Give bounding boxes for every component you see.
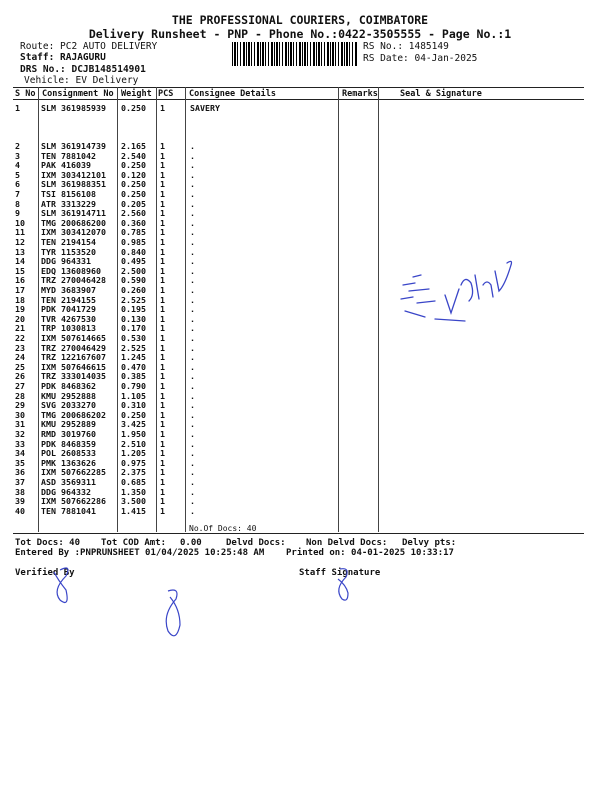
staff-signature xyxy=(326,565,362,605)
row-consignee: . xyxy=(190,342,195,353)
row-weight: 0.685 xyxy=(121,477,146,487)
row-sno: 34 xyxy=(15,448,25,459)
col-header-pcs: PCS xyxy=(158,89,174,99)
row-pcs: 1 xyxy=(160,477,165,487)
row-consignee: . xyxy=(190,467,195,478)
company-title: THE PROFESSIONAL COURIERS, COIMBATORE xyxy=(171,13,429,27)
row-consignee: . xyxy=(190,256,195,267)
row-sno: 36 xyxy=(15,467,25,478)
row-consignee: . xyxy=(190,246,195,257)
row-sno: 39 xyxy=(15,496,25,507)
row-consignee: . xyxy=(190,304,195,315)
row-pcs: 1 xyxy=(160,313,165,324)
row-pcs: 1 xyxy=(160,352,165,363)
row-consignee: . xyxy=(190,294,195,305)
column-divider xyxy=(156,87,157,532)
row-sno: 24 xyxy=(15,352,25,363)
row-pcs: 1 xyxy=(160,246,165,257)
row-pcs: 1 xyxy=(160,409,165,420)
total-docs: Tot Docs: 40 xyxy=(15,538,81,548)
row-consignment-no: IXM 507614665 xyxy=(41,333,106,343)
row-weight: 1.415 xyxy=(121,505,146,516)
row-sno: 3 xyxy=(15,150,20,161)
row-weight: 0.840 xyxy=(121,246,146,257)
row-sno: 2 xyxy=(15,141,20,151)
row-weight: 0.205 xyxy=(121,198,146,209)
row-weight: 0.310 xyxy=(121,400,146,411)
total-cod-label: Tot COD Amt: xyxy=(101,538,167,548)
row-consignee: . xyxy=(190,448,195,459)
row-sno: 23 xyxy=(15,342,25,353)
row-weight: 2.500 xyxy=(121,265,146,276)
row-consignee: . xyxy=(190,179,195,190)
row-consignee: . xyxy=(190,227,195,238)
row-weight: 2.525 xyxy=(121,294,146,305)
row-sno: 5 xyxy=(15,169,20,180)
row-consignee: . xyxy=(190,352,195,363)
row-consignment-no: IXM 507662285 xyxy=(41,467,106,478)
row-consignment-no: ASD 3569311 xyxy=(41,477,96,487)
non-delivered-docs: Non Delvd Docs: xyxy=(306,538,388,548)
row-consignment-no: TVR 4267530 xyxy=(41,313,96,324)
row-sno: 29 xyxy=(15,400,25,411)
row-consignee: . xyxy=(190,275,195,286)
vehicle-label: Vehicle: EV Delivery xyxy=(24,75,139,86)
row-sno: 28 xyxy=(15,390,25,401)
row-consignment-no: TRZ 333014035 xyxy=(41,371,106,382)
row-pcs: 1 xyxy=(160,496,165,507)
row-consignment-no: TRZ 270046429 xyxy=(41,342,106,353)
row-weight: 2.560 xyxy=(121,208,146,219)
row-weight: 1.245 xyxy=(121,352,146,363)
row-weight: 0.975 xyxy=(121,457,146,468)
row-pcs: 1 xyxy=(160,390,165,401)
row-consignment-no: TEN 7881042 xyxy=(41,150,96,161)
row-sno: 32 xyxy=(15,429,25,439)
row-weight: 0.250 xyxy=(121,160,146,171)
row-weight: 0.130 xyxy=(121,313,146,324)
col-header-consignee: Consignee Details xyxy=(189,89,276,99)
delivery-stamp-signature xyxy=(395,255,525,335)
row-consignment-no: SLM 361914711 xyxy=(41,208,106,219)
row-consignee: . xyxy=(190,390,195,401)
row-consignee: . xyxy=(190,313,195,324)
row-consignment-no: PDK 8468359 xyxy=(41,438,96,449)
row-consignment-no: TMG 200686200 xyxy=(41,217,106,228)
row-weight: 0.120 xyxy=(121,169,146,180)
row-pcs: 1 xyxy=(160,169,165,180)
row-pcs: 1 xyxy=(160,448,165,459)
row-pcs: 1 xyxy=(160,323,165,334)
row-weight: 2.510 xyxy=(121,438,146,449)
row-weight: 0.250 xyxy=(121,189,146,199)
row-sno: 12 xyxy=(15,237,25,247)
row-consignee: . xyxy=(190,505,195,516)
row-sno: 27 xyxy=(15,381,25,391)
row-sno: 13 xyxy=(15,246,25,257)
row-consignment-no: MYD 3683907 xyxy=(41,285,96,295)
row-sno: 18 xyxy=(15,294,25,305)
row-pcs: 1 xyxy=(160,486,165,497)
row-pcs: 1 xyxy=(160,227,165,238)
row-consignee: . xyxy=(190,457,195,468)
row-sno: 20 xyxy=(15,313,25,324)
row-consignment-no: SLM 361988351 xyxy=(41,179,106,190)
row-pcs: 1 xyxy=(160,103,165,113)
row-sno: 17 xyxy=(15,285,25,295)
column-divider xyxy=(117,87,118,532)
row-consignee: . xyxy=(190,237,195,247)
row-weight: 2.525 xyxy=(121,342,146,353)
row-weight: 0.170 xyxy=(121,323,146,334)
rs-date: RS Date: 04-Jan-2025 xyxy=(363,53,478,64)
row-sno: 38 xyxy=(15,486,25,497)
table-header-divider xyxy=(13,99,584,100)
row-sno: 15 xyxy=(15,265,25,276)
column-divider xyxy=(378,87,379,532)
col-header-weight: Weight xyxy=(121,89,152,99)
row-sno: 25 xyxy=(15,361,25,372)
printed-on: Printed on: 04-01-2025 10:33:17 xyxy=(286,548,454,558)
row-pcs: 1 xyxy=(160,429,165,439)
row-consignee: . xyxy=(190,409,195,420)
total-cod-value: 0.00 xyxy=(180,538,202,548)
row-consignee: . xyxy=(190,208,195,219)
row-sno: 4 xyxy=(15,160,20,171)
row-consignment-no: PMK 1363626 xyxy=(41,457,96,468)
delivery-points: Delvy pts: xyxy=(402,538,457,548)
second-signature xyxy=(150,585,200,645)
row-sno: 8 xyxy=(15,198,20,209)
row-pcs: 1 xyxy=(160,467,165,478)
row-weight: 0.360 xyxy=(121,217,146,228)
row-consignee: . xyxy=(190,160,195,171)
row-pcs: 1 xyxy=(160,400,165,411)
row-weight: 0.385 xyxy=(121,371,146,382)
row-consignee: . xyxy=(190,265,195,276)
staff-label: Staff: RAJAGURU xyxy=(20,52,106,63)
row-weight: 0.590 xyxy=(121,275,146,286)
row-consignment-no: TEN 7881041 xyxy=(41,505,96,516)
row-consignee: . xyxy=(190,323,195,334)
row-pcs: 1 xyxy=(160,381,165,391)
route-label: Route: PC2 AUTO DELIVERY xyxy=(20,41,158,52)
row-pcs: 1 xyxy=(160,457,165,468)
row-weight: 0.250 xyxy=(121,103,146,113)
row-consignee: . xyxy=(190,400,195,411)
row-consignment-no: TSI 8156108 xyxy=(41,189,96,199)
row-pcs: 1 xyxy=(160,371,165,382)
row-sno: 16 xyxy=(15,275,25,286)
row-consignee: . xyxy=(190,150,195,161)
col-header-consignment: Consignment No xyxy=(42,89,114,99)
row-pcs: 1 xyxy=(160,189,165,199)
row-weight: 1.105 xyxy=(121,390,146,401)
row-pcs: 1 xyxy=(160,179,165,190)
row-weight: 1.205 xyxy=(121,448,146,459)
row-sno: 35 xyxy=(15,457,25,468)
runsheet-subtitle: Delivery Runsheet - PNP - Phone No.:0422-3505555 - Page No.:1 xyxy=(88,27,512,41)
row-consignee: . xyxy=(190,169,195,180)
row-weight: 0.195 xyxy=(121,304,146,315)
row-weight: 1.350 xyxy=(121,486,146,497)
row-consignment-no: TMG 200686202 xyxy=(41,409,106,420)
row-pcs: 1 xyxy=(160,150,165,161)
row-consignment-no: TEN 2194154 xyxy=(41,237,96,247)
row-pcs: 1 xyxy=(160,438,165,449)
row-consignment-no: PDK 8468362 xyxy=(41,381,96,391)
row-consignment-no: IXM 507646615 xyxy=(41,361,106,372)
row-pcs: 1 xyxy=(160,333,165,343)
rs-number: RS No.: 1485149 xyxy=(363,41,449,52)
row-consignment-no: KMU 2952889 xyxy=(41,419,96,430)
staff-signature-label: Staff Signature xyxy=(299,568,381,578)
row-pcs: 1 xyxy=(160,285,165,295)
row-sno: 10 xyxy=(15,217,25,228)
row-pcs: 1 xyxy=(160,275,165,286)
row-consignment-no: PDK 7041729 xyxy=(41,304,96,315)
entered-by: Entered By :PNPRUNSHEET 01/04/2025 10:25:48 AM xyxy=(15,548,265,558)
row-consignee: SAVERY xyxy=(190,103,220,113)
row-consignee: . xyxy=(190,496,195,507)
col-header-sno: S No xyxy=(15,89,36,99)
row-weight: 0.530 xyxy=(121,333,146,343)
row-pcs: 1 xyxy=(160,361,165,372)
row-pcs: 1 xyxy=(160,198,165,209)
row-sno: 14 xyxy=(15,256,25,267)
row-consignment-no: DDG 964331 xyxy=(41,256,91,267)
row-sno: 1 xyxy=(15,103,20,113)
row-sno: 26 xyxy=(15,371,25,382)
row-pcs: 1 xyxy=(160,160,165,171)
row-consignee: . xyxy=(190,486,195,497)
row-weight: 2.540 xyxy=(121,150,146,161)
row-weight: 3.425 xyxy=(121,419,146,430)
row-consignment-no: IXM 303412101 xyxy=(41,169,106,180)
delivered-docs: Delvd Docs: xyxy=(226,538,286,548)
row-consignment-no: TYR 1153520 xyxy=(41,246,96,257)
row-consignee: . xyxy=(190,438,195,449)
row-consignee: . xyxy=(190,333,195,343)
row-consignment-no: IXM 303412070 xyxy=(41,227,106,238)
row-consignment-no: POL 2608533 xyxy=(41,448,96,459)
row-sno: 6 xyxy=(15,179,20,190)
row-sno: 11 xyxy=(15,227,25,238)
row-consignee: . xyxy=(190,361,195,372)
row-pcs: 1 xyxy=(160,141,165,151)
row-consignee: . xyxy=(190,141,195,151)
row-consignee: . xyxy=(190,381,195,391)
row-weight: 0.495 xyxy=(121,256,146,267)
row-consignee: . xyxy=(190,429,195,439)
row-sno: 30 xyxy=(15,409,25,420)
row-consignment-no: KMU 2952888 xyxy=(41,390,96,401)
row-weight: 0.250 xyxy=(121,409,146,420)
row-weight: 0.470 xyxy=(121,361,146,372)
row-pcs: 1 xyxy=(160,419,165,430)
row-consignment-no: TEN 2194155 xyxy=(41,294,96,305)
row-consignee: . xyxy=(190,419,195,430)
row-sno: 40 xyxy=(15,505,25,516)
drs-number: DRS No.: DCJB148514901 xyxy=(20,64,146,75)
barcode-image xyxy=(232,42,358,66)
row-pcs: 1 xyxy=(160,256,165,267)
row-weight: 2.165 xyxy=(121,141,146,151)
row-pcs: 1 xyxy=(160,342,165,353)
verifier-signature xyxy=(30,560,100,610)
no-of-docs: No.Of Docs: 40 xyxy=(189,524,257,533)
row-consignment-no: ATR 3313229 xyxy=(41,198,96,209)
row-consignee: . xyxy=(190,371,195,382)
row-consignee: . xyxy=(190,285,195,295)
col-header-seal-signature: Seal & Signature xyxy=(400,89,482,99)
row-consignment-no: SVG 2033270 xyxy=(41,400,96,411)
row-sno: 31 xyxy=(15,419,25,430)
row-consignment-no: DDG 964332 xyxy=(41,486,91,497)
row-weight: 0.790 xyxy=(121,381,146,391)
row-consignee: . xyxy=(190,189,195,199)
row-pcs: 1 xyxy=(160,217,165,228)
row-consignment-no: RMD 3019760 xyxy=(41,429,96,439)
row-sno: 37 xyxy=(15,477,25,487)
row-consignment-no: SLM 361985939 xyxy=(41,103,106,113)
row-pcs: 1 xyxy=(160,208,165,219)
row-weight: 2.375 xyxy=(121,467,146,478)
row-sno: 9 xyxy=(15,208,20,219)
row-weight: 0.785 xyxy=(121,227,146,238)
row-consignee: . xyxy=(190,217,195,228)
row-sno: 7 xyxy=(15,189,20,199)
row-consignment-no: SLM 361914739 xyxy=(41,141,106,151)
row-sno: 33 xyxy=(15,438,25,449)
row-consignment-no: TRZ 122167607 xyxy=(41,352,106,363)
row-sno: 19 xyxy=(15,304,25,315)
row-consignment-no: IXM 507662286 xyxy=(41,496,106,507)
row-weight: 1.950 xyxy=(121,429,146,439)
row-consignment-no: PAK 416039 xyxy=(41,160,91,171)
column-divider xyxy=(38,87,39,532)
column-divider xyxy=(185,87,186,532)
verified-by-label: Verified By xyxy=(15,568,75,578)
row-pcs: 1 xyxy=(160,505,165,516)
row-weight: 3.500 xyxy=(121,496,146,507)
row-pcs: 1 xyxy=(160,265,165,276)
row-weight: 0.260 xyxy=(121,285,146,295)
row-sno: 21 xyxy=(15,323,25,334)
row-sno: 22 xyxy=(15,333,25,343)
row-consignee: . xyxy=(190,477,195,487)
column-divider xyxy=(338,87,339,532)
row-consignment-no: TRP 1030813 xyxy=(41,323,96,334)
row-weight: 0.250 xyxy=(121,179,146,190)
row-consignment-no: TRZ 270046428 xyxy=(41,275,106,286)
row-pcs: 1 xyxy=(160,294,165,305)
row-consignment-no: EDQ 13608960 xyxy=(41,265,101,276)
row-pcs: 1 xyxy=(160,304,165,315)
row-pcs: 1 xyxy=(160,237,165,247)
row-consignee: . xyxy=(190,198,195,209)
row-weight: 0.985 xyxy=(121,237,146,247)
col-header-remarks: Remarks xyxy=(342,89,378,99)
